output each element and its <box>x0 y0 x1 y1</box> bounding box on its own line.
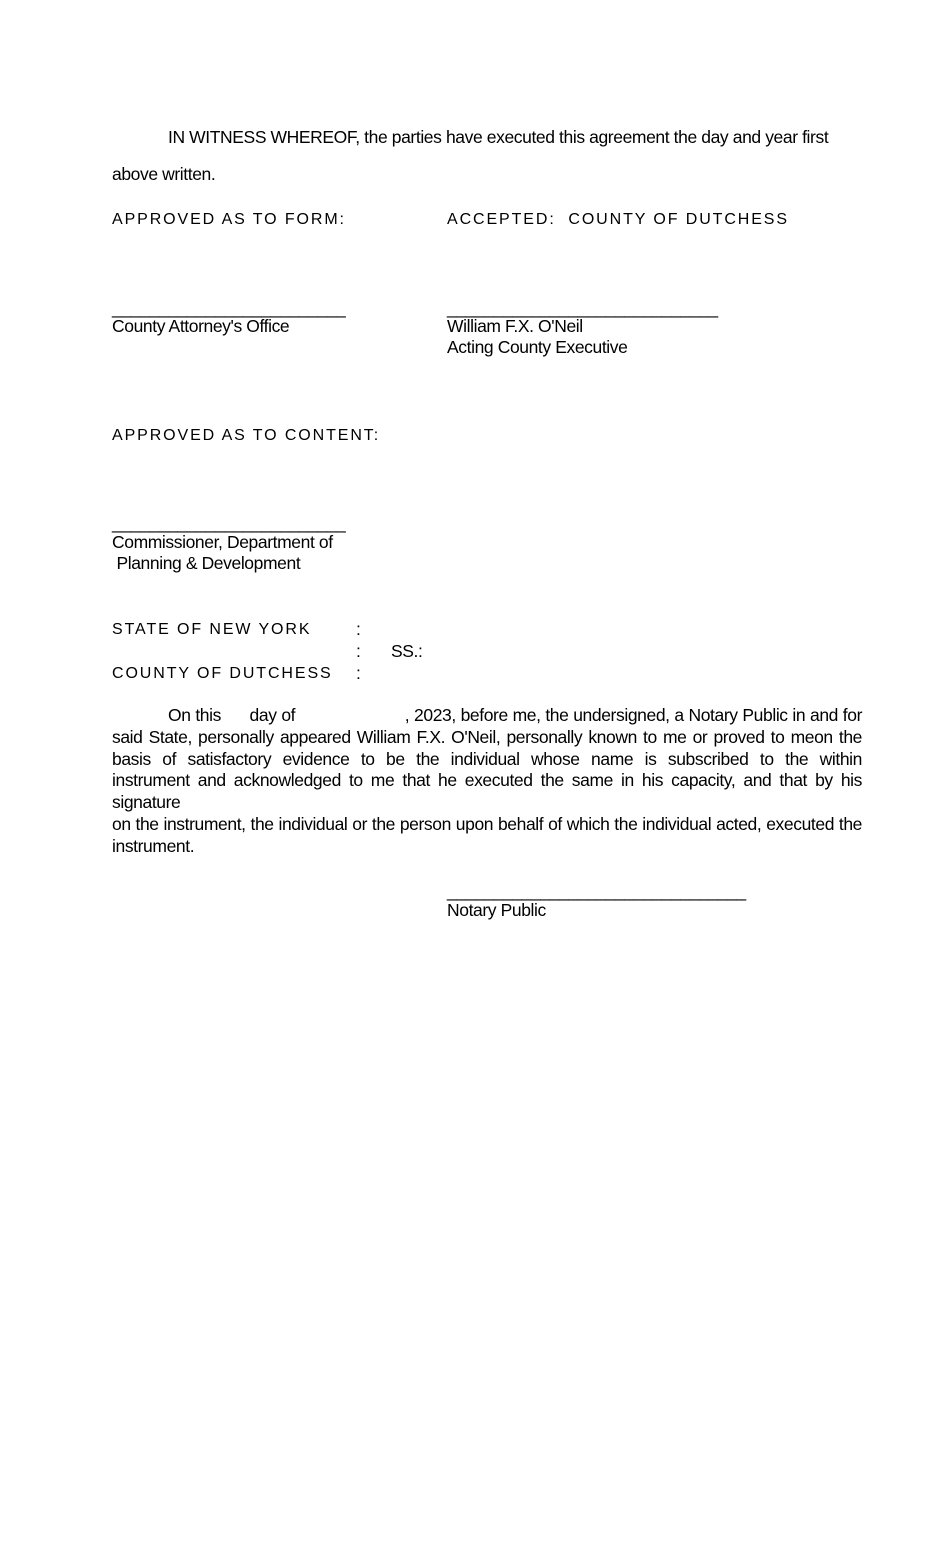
approved-as-to-form-heading: APPROVED AS TO FORM: <box>112 211 346 228</box>
acknowledgment-line-1: On this day of , 2023, before me, the undersigned, a Notary Public in and for <box>168 705 862 725</box>
venue-colon-2: : <box>356 641 361 661</box>
executive-title: Acting County Executive <box>447 337 628 357</box>
commissioner-signature-line: _________________________ <box>112 513 346 533</box>
acknowledgment-line-5: on the instrument, the individual or the person upon behalf of which the individual acted, executed the <box>112 813 862 834</box>
attorney-signature-line: _________________________ <box>112 298 346 318</box>
acknowledgment-line-3: basis of satisfactory evidence to be the individual whose name is subscribed to the within <box>112 748 862 769</box>
attorney-office-label: County Attorney's Office <box>112 316 290 336</box>
acknowledgment-line-6: instrument. <box>112 835 195 856</box>
executive-signature-line: _____________________________ <box>447 298 718 318</box>
executive-name: William F.X. O'Neil <box>447 316 583 336</box>
accepted-county-heading: ACCEPTED: COUNTY OF DUTCHESS <box>447 211 789 228</box>
venue-ss: SS.: <box>391 641 423 661</box>
commissioner-title-line-2: Planning & Development <box>112 553 301 573</box>
venue-county: COUNTY OF DUTCHESS <box>112 665 333 682</box>
witness-line-1: IN WITNESS WHEREOF, the parties have executed this agreement the day and year first <box>168 127 829 147</box>
notary-signature-line: ________________________________ <box>447 881 746 901</box>
approved-as-to-content-heading: APPROVED AS TO CONTENT: <box>112 427 381 444</box>
venue-colon-1: : <box>356 619 361 639</box>
acknowledgment-line-2: said State, personally appeared William F.X. O'Neil, personally known to me or proved to meon the <box>112 726 862 747</box>
notary-public-label: Notary Public <box>447 900 546 920</box>
acknowledgment-paragraph <box>112 705 862 858</box>
acknowledgment-line-4: instrument and acknowledged to me that he executed the same in his capacity, and that by his signature <box>112 770 862 813</box>
venue-state: STATE OF NEW YORK <box>112 621 312 638</box>
venue-colon-3: : <box>356 663 361 683</box>
commissioner-title-line-1: Commissioner, Department of <box>112 532 333 552</box>
witness-line-2: above written. <box>112 164 216 184</box>
